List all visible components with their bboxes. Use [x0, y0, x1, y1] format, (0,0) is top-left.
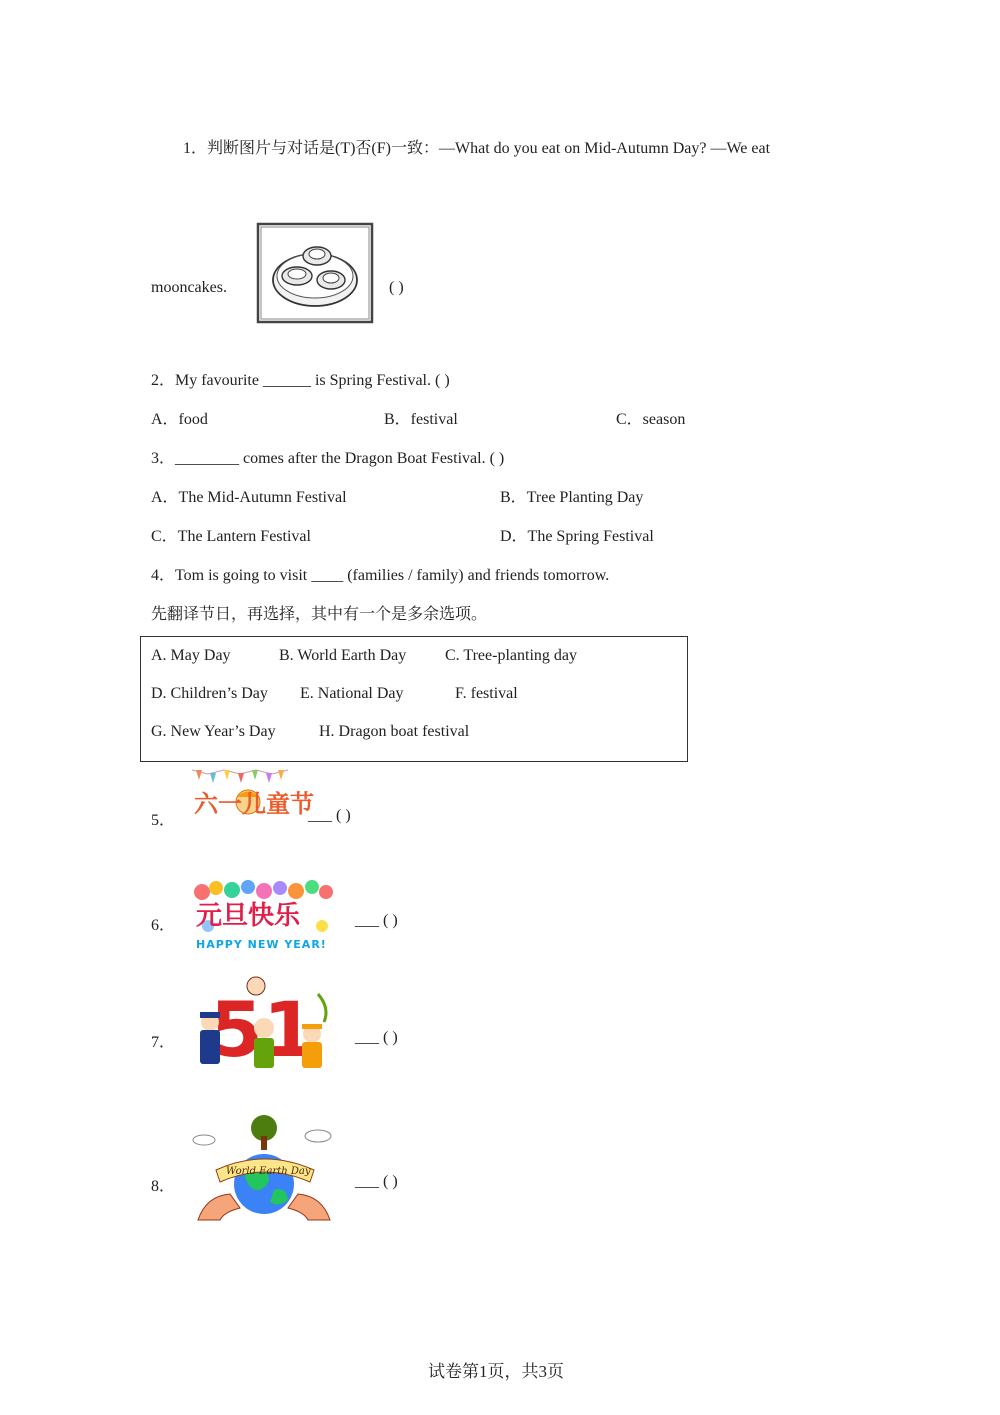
- item-7-number: 7．: [151, 1034, 176, 1051]
- mooncake-image: [255, 222, 375, 324]
- page-footer: 试卷第1页，共3页: [428, 1362, 564, 1381]
- earth-day-image-text: World Earth Day: [226, 1166, 311, 1177]
- choice-g: G. New Year’s Day: [151, 723, 276, 740]
- item-5-answer: ___ ( ): [308, 807, 351, 824]
- item-5-number: 5．: [151, 812, 176, 829]
- q1-line2: mooncakes.: [151, 279, 227, 296]
- choice-a: A. May Day: [151, 647, 231, 664]
- q2-option-b: B．festival: [384, 411, 458, 428]
- q3-stem: 3．________ comes after the Dragon Boat Festival. ( ): [151, 450, 505, 467]
- item-8-answer: ___ ( ): [355, 1173, 398, 1190]
- new-year-image: [192, 878, 336, 952]
- choice-h: H. Dragon boat festival: [319, 723, 470, 740]
- q3-option-c: C．The Lantern Festival: [151, 528, 311, 545]
- childrens-day-image: [190, 764, 314, 848]
- choice-c: C. Tree-planting day: [445, 647, 577, 664]
- choice-e: E. National Day: [300, 685, 404, 702]
- item-6-number: 6．: [151, 917, 176, 934]
- choice-b: B. World Earth Day: [279, 647, 407, 664]
- q2-option-c: C．season: [616, 411, 686, 428]
- childrens-day-image-text: 六一儿童节: [194, 790, 314, 818]
- instruction: 先翻译节日，再选择，其中有一个是多余选项。: [151, 606, 488, 623]
- choice-f: F. festival: [455, 685, 518, 702]
- q4-stem: 4．Tom is going to visit ____ (families / family) and friends tomorrow.: [151, 567, 610, 584]
- item-7-answer: ___ ( ): [355, 1029, 398, 1046]
- q2-stem: 2．My favourite ______ is Spring Festival. ( ): [151, 372, 450, 389]
- new-year-image-subtext: HAPPY NEW YEAR!: [196, 938, 327, 951]
- item-6-answer: ___ ( ): [355, 912, 398, 929]
- choice-d: D. Children’s Day: [151, 685, 268, 702]
- q1-paren: ( ): [389, 279, 404, 296]
- q3-option-b: B．Tree Planting Day: [500, 489, 644, 506]
- earth-day-image: [190, 1112, 336, 1220]
- q2-option-a: A．food: [151, 411, 208, 428]
- q3-option-d: D．The Spring Festival: [500, 528, 654, 545]
- item-8-number: 8．: [151, 1178, 176, 1195]
- new-year-image-text: 元旦快乐: [196, 901, 301, 931]
- q3-option-a: A．The Mid-Autumn Festival: [151, 489, 347, 506]
- q1-line1: 1．判断图片与对话是(T)否(F)一致：—What do you eat on Mid-Autumn Day? —We eat: [183, 140, 771, 157]
- may-day-image: [192, 972, 336, 1076]
